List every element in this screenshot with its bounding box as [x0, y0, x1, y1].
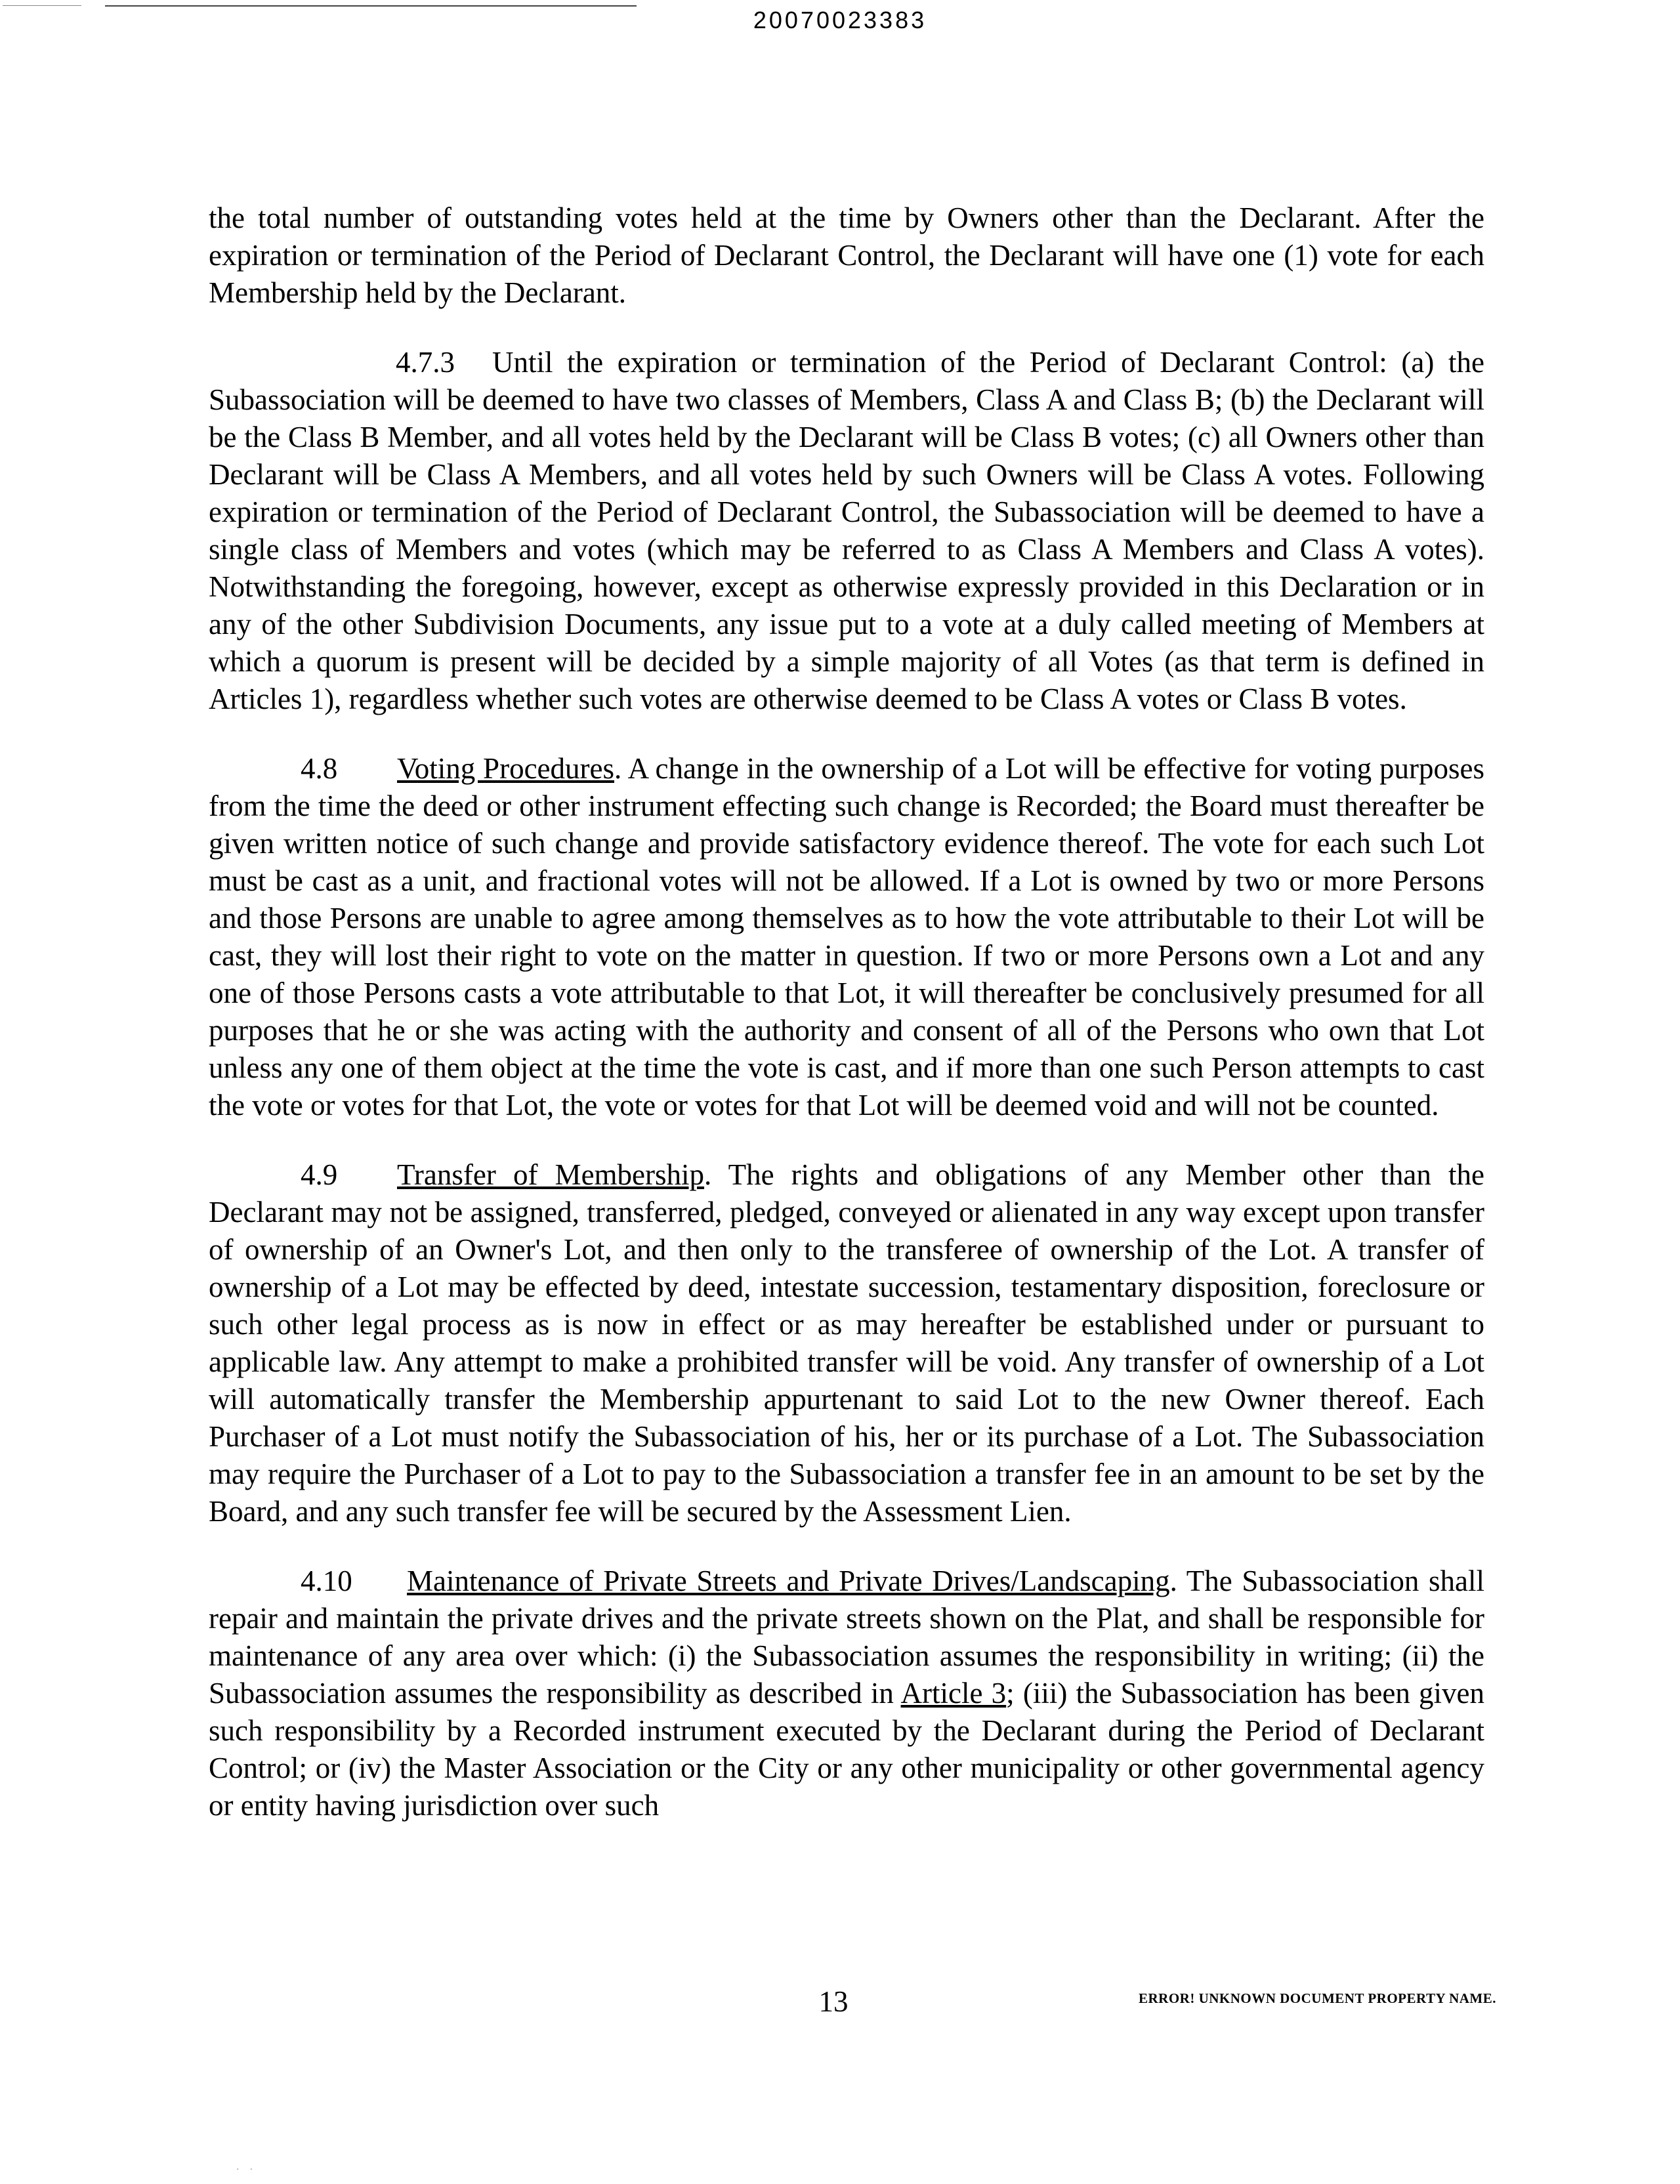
section-heading: Transfer of Membership — [397, 1158, 705, 1191]
section-number: 4.8 — [301, 752, 338, 785]
body-text — [209, 200, 1484, 1857]
paragraph-4-8 — [209, 750, 1484, 1124]
section-number: 4.7.3 — [396, 346, 455, 379]
paragraph-text-continued: ; (iii) the Subassociation has been given such responsibility by a Recorded instrument executed by the Declarant during the Period of Declarant Control; or (iv) the Master Association or the City or any other municipality or other governmental agency or entity having jurisdiction over such — [209, 1677, 1485, 1822]
footer-error-text: ERROR! UNKNOWN DOCUMENT PROPERTY NAME. — [1138, 1990, 1496, 2006]
article-reference: Article 3 — [900, 1677, 1007, 1710]
section-number: 4.10 — [301, 1564, 352, 1597]
paragraph-4-9 — [209, 1156, 1484, 1530]
paragraph-continuation: the total number of outstanding votes held at the time by Owners other than the Declarant. After the expiration or termination of the Period of Declarant Control, the Declarant will have one (1) vote for each Membership held by the Declarant. — [209, 201, 1484, 309]
document-number: 20070023383 — [753, 7, 927, 33]
page-number: 13 — [818, 1985, 849, 2018]
section-heading: Maintenance of Private Streets and Private Drives/Landscaping — [407, 1564, 1170, 1597]
section-number: 4.9 — [301, 1158, 338, 1191]
paragraph-text: . A change in the ownership of a Lot will be effective for voting purposes from the time the deed or other instrument effecting such change is Recorded; the Board must thereafter be given written notice of such change and provide satisfactory evidence thereof. The vote for each such Lot must be cast as a unit, and fractional votes will not be allowed. If a Lot is owned by two or more Persons and those Persons are unable to agree among themselves as to how the vote attributable to their Lot will be cast, they will lost their right to vote on the matter in question. If two or more Persons own a Lot and any one of those Persons casts a vote attributable to that Lot, it will thereafter be conclusively presumed for all purposes that he or she was acting with the authority and consent of all of the Persons who own that Lot unless any one of them object at the time the vote is cast, and if more than one such Person attempts to cast the vote or votes for that Lot, the vote or votes for that Lot will be deemed void and will not be counted. — [209, 752, 1484, 1122]
section-heading: Voting Procedures — [397, 752, 614, 785]
paragraph-text: . The Subassociation shall repair and maintain the private drives and the private streets shown on the Plat, and shall be responsible for maintenance of any area over which: (i) the Subassociation assumes the responsibility in writing; (ii) the Subassociation assumes the responsibility as described in — [209, 1564, 1485, 1710]
paragraph-text: Until the expiration or termination of the Period of Declarant Control: (a) the Subassociation will be deemed to have two classes of Members, Class A and Class B; (b) the Declarant will be the Class B Member, and all votes held by the Declarant will be Class B votes; (c) all Owners other than Declarant will be Class A Members, and all votes held by such Owners will be Class A votes. Following expiration or termination of the Period of Declarant Control, the Subassociation will be deemed to have a single class of Members and votes (which may be referred to as Class A Members and Class A votes). Notwithstanding the foregoing, however, except as otherwise expressly provided in this Declaration or in any of the other Subdivision Documents, any issue put to a vote at a duly called meeting of Members at which a quorum is present will be decided by a simple majority of all Votes (as that term is defined in Articles 1), regardless whether such votes are otherwise deemed to be Class A votes or Class B votes. — [209, 346, 1484, 715]
paragraph-text: . The rights and obligations of any Member other than the Declarant may not be assigned, transferred, pledged, conveyed or alienated in any way except upon transfer of ownership of an Owner's Lot, and then only to the transferee of ownership of the Lot. A transfer of ownership of a Lot may be effected by deed, intestate succession, testamentary disposition, foreclosure or such other legal process as is now in effect or as may hereafter be established under or pursuant to applicable law. Any attempt to make a prohibited transfer will be void. Any transfer of ownership of a Lot will automatically transfer the Membership appurtenant to said Lot to the new Owner thereof. Each Purchaser of a Lot must notify the Subassociation of his, her or its purchase of a Lot. The Subassociation may require the Purchaser of a Lot to pay to the Subassociation a transfer fee in an amount to be set by the Board, and any such transfer fee will be secured by the Assessment Lien. — [209, 1158, 1484, 1528]
scan-artifact: · · — [236, 2163, 257, 2174]
paragraph-4-10 — [209, 1563, 1484, 1824]
paragraph-4-7-3 — [209, 344, 1484, 718]
